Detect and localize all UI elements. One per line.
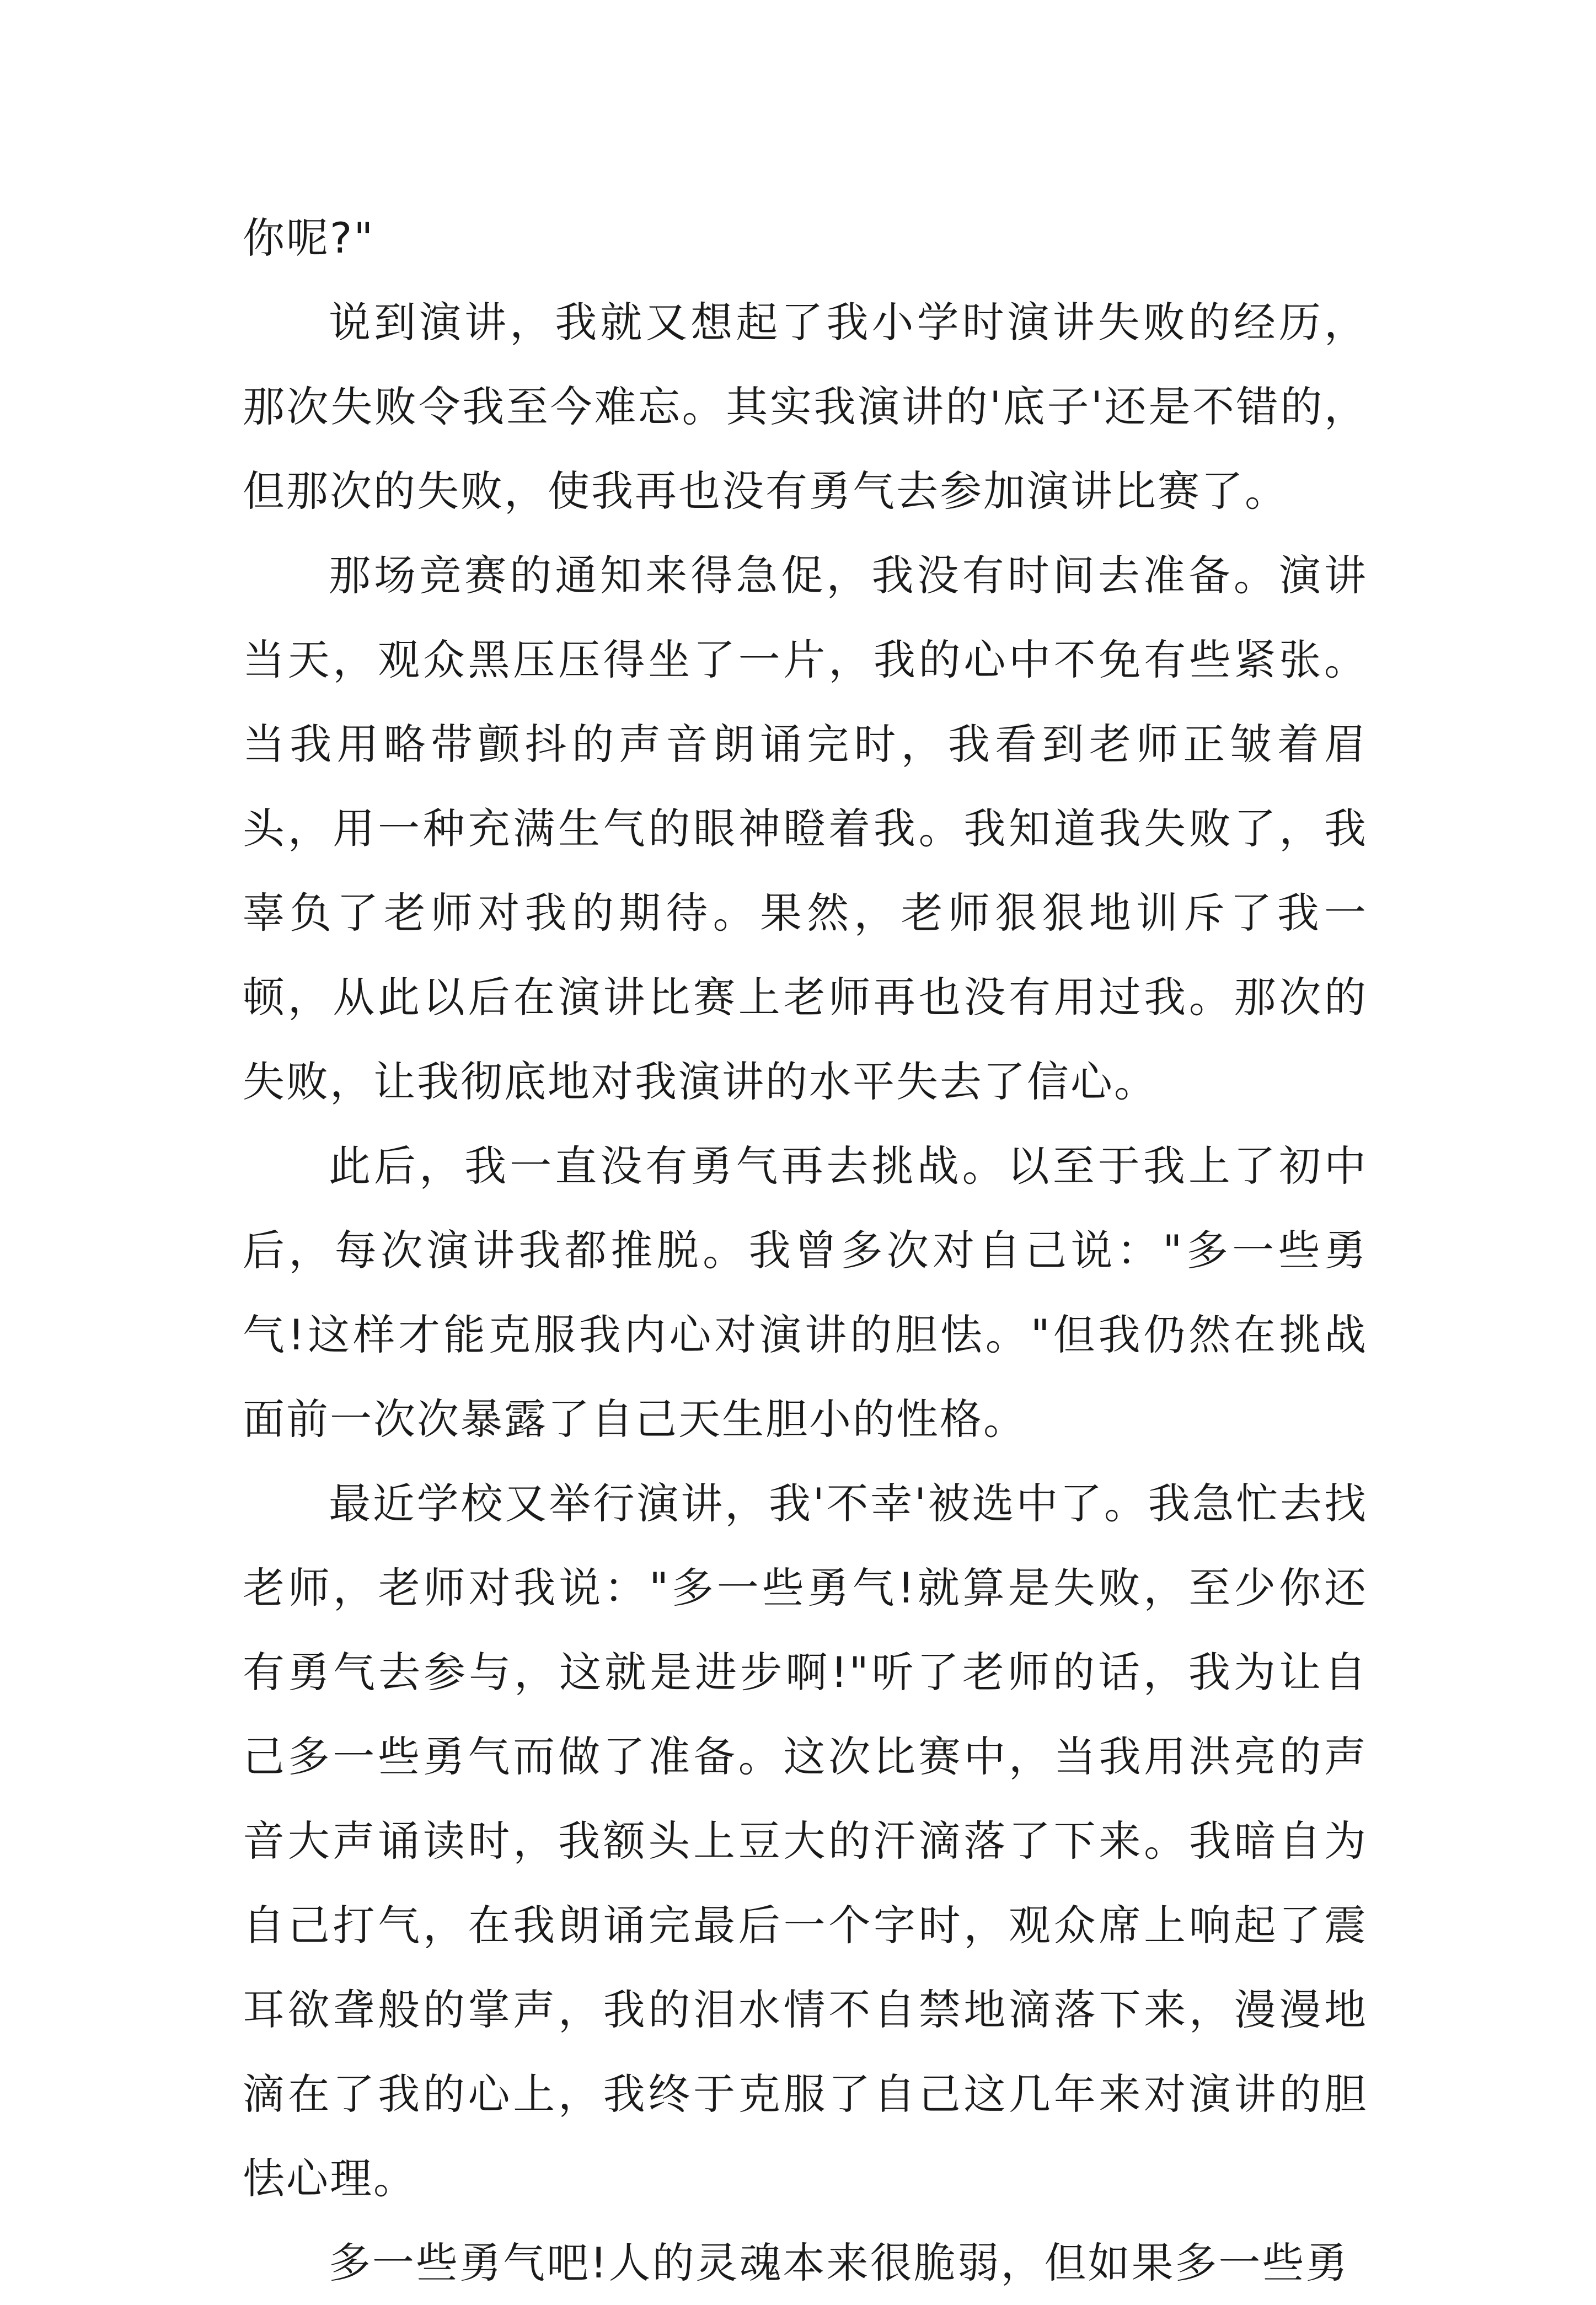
paragraph-1: 你呢?" bbox=[243, 213, 375, 262]
paragraph-5: 最近学校又举行演讲，我'不幸'被选中了。我急忙去找老师，老师对我说："多一些勇气!就算是失败，至少你还有勇气去参与，这就是进步啊!"听了老师的话，我为让自己多一些勇气而做了准备。这次比赛中，当我用洪亮的声音大声诵读时，我额头上豆大的汗滴落了下来。我暗自为自己打气，在我朗诵完最后一个字时，观众席上响起了震耳欲聋般的掌声，我的泪水情不自禁地滴落下来，漫漫地滴在了我的心上，我终于克服了自己这几年来对演讲的胆怯心理。 bbox=[243, 1479, 1368, 2203]
document-body bbox=[243, 196, 1368, 2305]
paragraph-2: 说到演讲，我就又想起了我小学时演讲失败的经历，那次失败令我至今难忘。其实我演讲的'底子'还是不错的，但那次的失败，使我再也没有勇气去参加演讲比赛了。 bbox=[243, 298, 1368, 516]
paragraph-6: 多一些勇气吧!人的灵魂本来很脆弱，但如果多一些勇 bbox=[329, 2238, 1349, 2287]
paragraph-3: 那场竞赛的通知来得急促，我没有时间去准备。演讲当天，观众黑压压得坐了一片，我的心中不免有些紧张。当我用略带颤抖的声音朗诵完时，我看到老师正皱着眉头，用一种充满生气的眼神瞪着我。我知道我失败了，我辜负了老师对我的期待。果然，老师狠狠地训斥了我一顿，从此以后在演讲比赛上老师再也没有用过我。那次的失败，让我彻底地对我演讲的水平失去了信心。 bbox=[243, 551, 1368, 1106]
paragraph-4: 此后，我一直没有勇气再去挑战。以至于我上了初中后，每次演讲我都推脱。我曾多次对自己说："多一些勇气!这样才能克服我内心对演讲的胆怯。"但我仍然在挑战面前一次次暴露了自己天生胆小的性格。 bbox=[243, 1141, 1368, 1444]
